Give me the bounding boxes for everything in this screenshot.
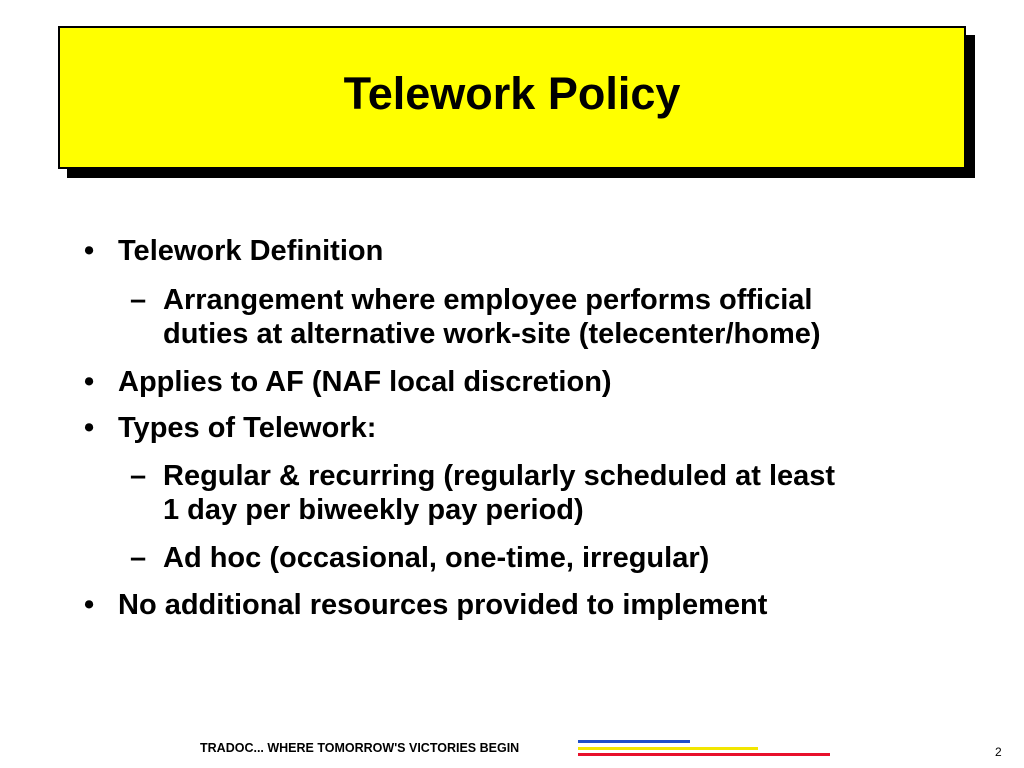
bullet-marker: • (84, 366, 95, 398)
sub-bullet-regular-line-1: Regular & recurring (regularly scheduled at least (163, 460, 836, 492)
title-box (58, 26, 966, 169)
slide-title: Telework Policy (343, 67, 681, 119)
bullet-no-additional-resources: No additional resources provided to implement (118, 589, 768, 621)
bullet-types-of-telework: Types of Telework: (118, 412, 377, 444)
bullet-marker: • (84, 412, 95, 444)
sub-bullet-marker: – (130, 460, 147, 492)
sub-bullet-regular-line-2: 1 day per biweekly pay period) (163, 494, 584, 526)
bullet-telework-definition: Telework Definition (118, 235, 384, 267)
sub-bullet-marker: – (130, 542, 147, 574)
footer-stripe-yellow (578, 747, 758, 750)
footer-stripe-red (578, 753, 830, 756)
bullet-applies-to-af: Applies to AF (NAF local discretion) (118, 366, 612, 398)
page-number: 2 (995, 745, 1002, 759)
sub-bullet-arrangement-line-2: duties at alternative work-site (telecenter/home) (163, 318, 821, 350)
footer-stripe-blue (578, 740, 690, 743)
sub-bullet-marker: – (130, 284, 147, 316)
footer-motto: TRADOC... WHERE TOMORROW'S VICTORIES BEGIN (200, 741, 520, 755)
sub-bullet-ad-hoc: Ad hoc (occasional, one-time, irregular) (163, 542, 710, 574)
sub-bullet-arrangement-line-1: Arrangement where employee performs official (163, 284, 813, 316)
bullet-marker: • (84, 589, 95, 621)
bullet-marker: • (84, 235, 95, 267)
